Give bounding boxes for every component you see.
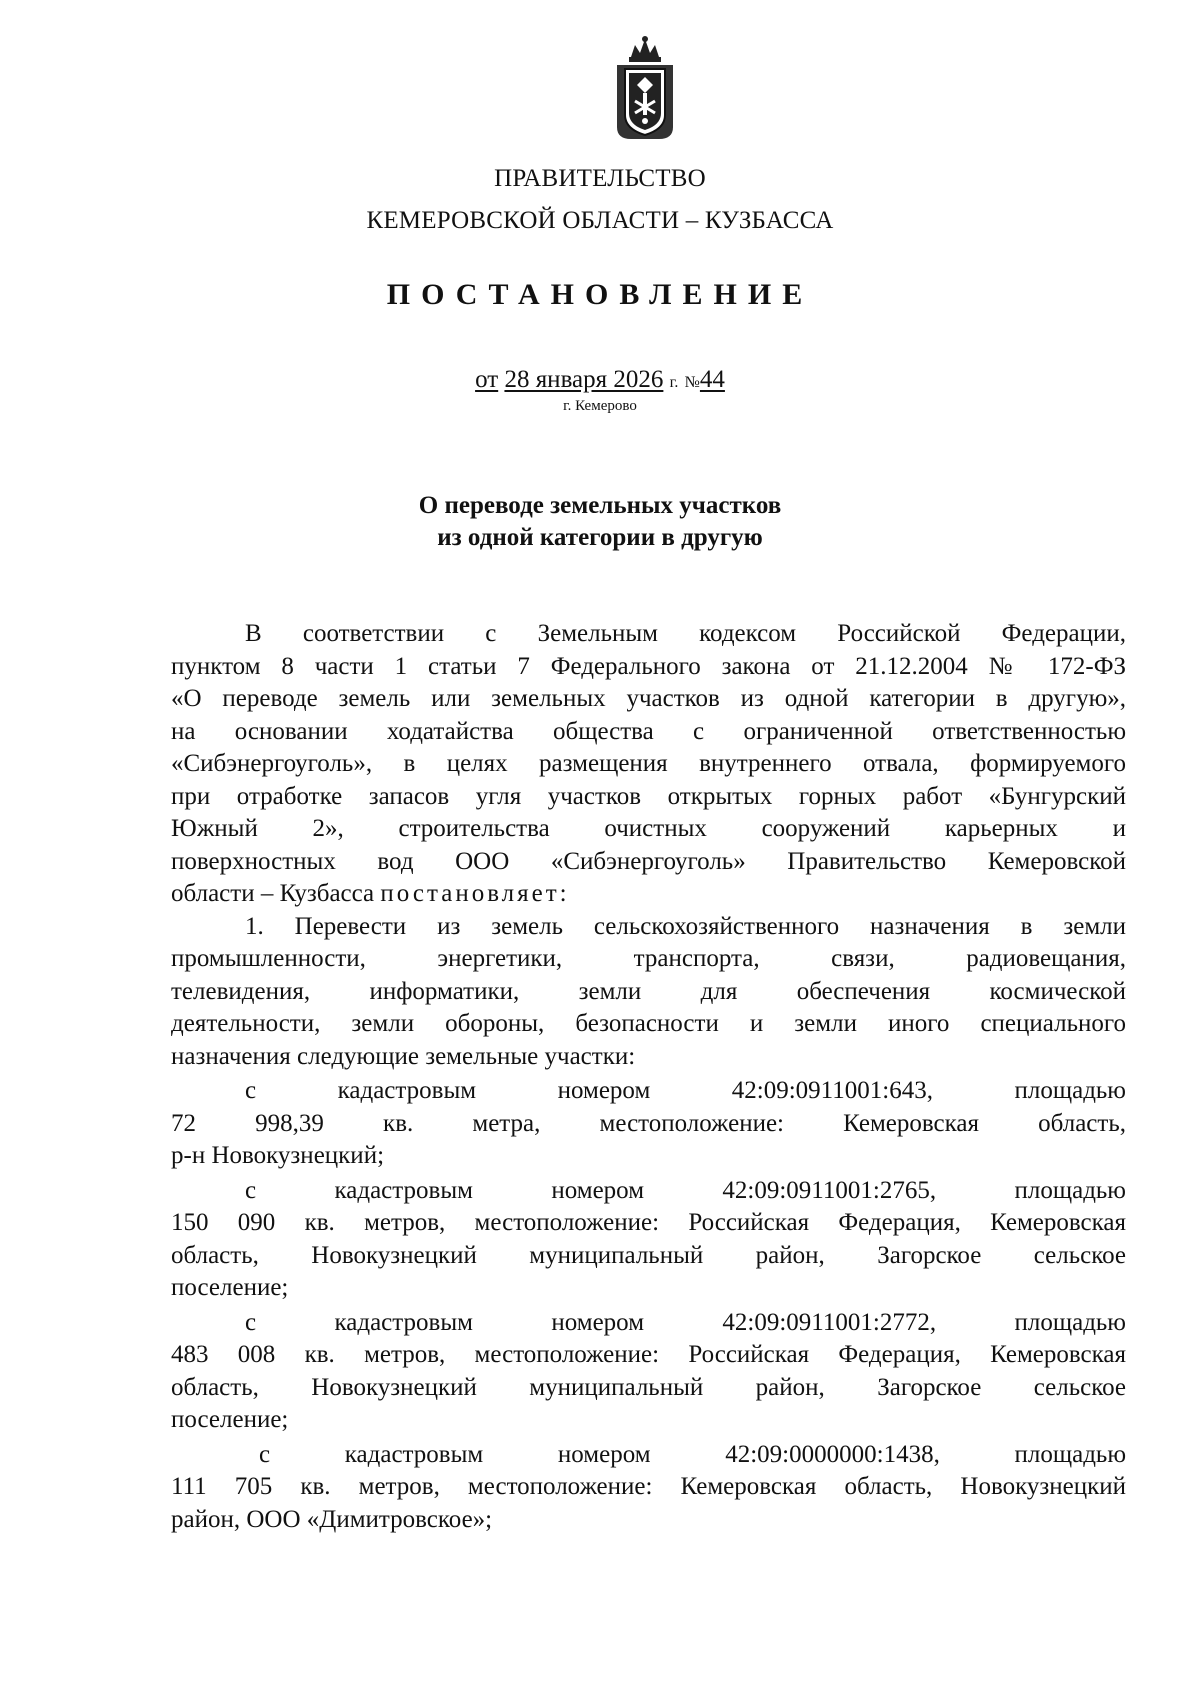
organization-name-line1: ПРАВИТЕЛЬСТВО (494, 165, 706, 192)
plot-line: 72 998,39 кв. метра, местоположение: Кемеровская область, (171, 1109, 1126, 1137)
paragraph-line: на основании ходатайства общества с ограниченной ответственностью (171, 717, 1126, 745)
plot-line: с кадастровым номером 42:09:0911001:643, площадью (245, 1077, 1126, 1104)
paragraph-line: Южный 2», строительства очистных сооружений карьерных и (171, 815, 1126, 842)
plot-line: поселение; (171, 1406, 289, 1433)
document-type-title: ПОСТАНОВЛЕНИЕ (386, 278, 814, 311)
plot-line: поселение; (171, 1274, 289, 1301)
paragraph-line: «Сибэнергоуголь», в целях размещения внутреннего отвала, формируемого (171, 750, 1126, 777)
paragraph-line: «О переводе земель или земельных участков из одной категории в другую», (171, 685, 1126, 712)
plot-line: с кадастровым номером 42:09:0000000:1438, площадью (259, 1440, 1126, 1468)
paragraph-line (171, 878, 1126, 911)
year-suffix: г. (669, 374, 679, 391)
plot-line: район, ООО «Димитровское»; (171, 1505, 493, 1533)
paragraph-line: промышленности, энергетики, транспорта, связи, радиовещания, (171, 945, 1126, 972)
coat-of-arms-icon (609, 35, 681, 145)
paragraph-line: 1. Перевести из земель сельскохозяйственного назначения в земли (245, 912, 1126, 940)
paragraph-line: при отработке запасов угля участков открытых горных работ «Бунгурский (171, 782, 1126, 810)
paragraph-line: назначения следующие земельные участки: (171, 1042, 636, 1070)
plot-line: с кадастровым номером 42:09:0911001:2765, площадью (245, 1176, 1126, 1204)
plot-line: область, Новокузнецкий муниципальный район, Загорское сельское (171, 1241, 1126, 1269)
plot-line: р-н Новокузнецкий; (171, 1142, 385, 1169)
paragraph-text: области – Кузбасса (171, 880, 375, 907)
paragraph-line: телевидения, информатики, земли для обеспечения космической (171, 977, 1126, 1005)
document-body (171, 618, 1126, 1536)
plot-line: 483 008 кв. метров, местоположение: Российская Федерация, Кемеровская (171, 1341, 1126, 1368)
city-name: г. Кемерово (563, 398, 637, 414)
organization-name-line2: КЕМЕРОВСКОЙ ОБЛАСТИ – КУЗБАССА (366, 207, 834, 234)
paragraph-line: пунктом 8 части 1 статьи 7 Федерального закона от 21.12.2004 № 172-ФЗ (171, 652, 1126, 680)
paragraph-line: В соответствии с Земельным кодексом Российской Федерации, (245, 620, 1126, 647)
plot-line: 150 090 кв. метров, местоположение: Российская Федерация, Кемеровская (171, 1209, 1126, 1236)
date-number-line (0, 366, 1200, 394)
paragraph-line: поверхностных вод ООО «Сибэнергоуголь» Правительство Кемеровской (171, 847, 1126, 875)
plot-line: с кадастровым номером 42:09:0911001:2772, площадью (245, 1308, 1126, 1336)
paragraph-line: деятельности, земли обороны, безопасности и земли иного специального (171, 1010, 1126, 1037)
document-number: 44 (699, 366, 725, 393)
number-sign: № (684, 374, 700, 391)
subject-line2: из одной категории в другую (437, 524, 763, 551)
plot-line: 111 705 кв. метров, местоположение: Кемеровская область, Новокузнецкий (171, 1473, 1126, 1500)
plot-line: область, Новокузнецкий муниципальный район, Загорское сельское (171, 1373, 1126, 1401)
subject-line1: О переводе земельных участков (418, 492, 782, 519)
resolution-word: постановляет: (380, 880, 570, 907)
date-prefix: от (475, 366, 499, 393)
document-date: 28 января 2026 (504, 366, 664, 393)
